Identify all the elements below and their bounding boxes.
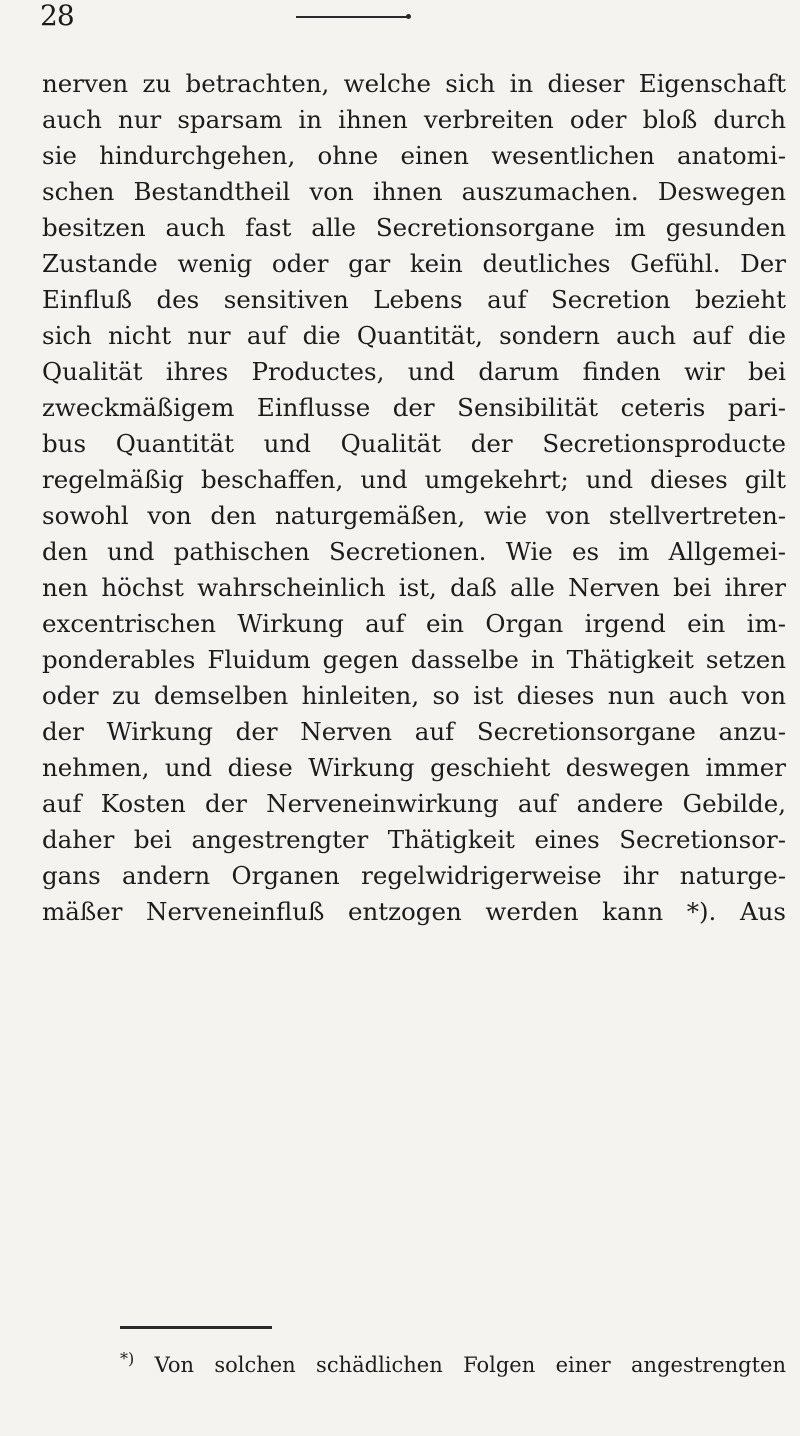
text-line: mäßer Nerveneinfluß entzogen werden kann *). Aus [42,897,786,926]
text-line: nerven zu betrachten, welche sich in dieser Eigenschaft [42,69,786,98]
footnote-mark: *) [120,1349,135,1368]
text-line: Zustande wenig oder gar kein deutliches Gefühl. Der [42,249,786,278]
text-line: sich nicht nur auf die Quantität, sondern auch auf die [42,321,786,350]
footnote-text: Von solchen schädlichen Folgen einer angestrengten [154,1353,786,1377]
header-rule [296,16,408,18]
page-number: 28 [40,0,74,32]
text-line: zweckmäßigem Einflusse der Sensibilität ceteris pari- [42,393,786,422]
text-line: auch nur sparsam in ihnen verbreiten oder bloß durch [42,105,786,134]
body-text [42,66,786,930]
text-line: Qualität ihres Productes, und darum finden wir bei [42,357,786,386]
text-line: nehmen, und diese Wirkung geschieht deswegen immer [42,753,786,782]
text-line: oder zu demselben hinleiten, so ist dieses nun auch von [42,681,786,710]
text-line: den und pathischen Secretionen. Wie es im Allgemei- [42,537,786,566]
text-line: regelmäßig beschaffen, und umgekehrt; und dieses gilt [42,465,786,494]
text-line: auf Kosten der Nerveneinwirkung auf andere Gebilde, [42,789,786,818]
text-line: excentrischen Wirkung auf ein Organ irgend ein im- [42,609,786,638]
text-line: besitzen auch fast alle Secretionsorgane im gesunden [42,213,786,242]
text-line: bus Quantität und Qualität der Secretionsproducte [42,429,786,458]
text-line: daher bei angestrengter Thätigkeit eines Secretionsor- [42,825,786,854]
footnote-rule [120,1326,272,1329]
footnote [120,1344,786,1380]
text-line: ponderables Fluidum gegen dasselbe in Thätigkeit setzen [42,645,786,674]
text-line: sie hindurchgehen, ohne einen wesentlichen anatomi- [42,141,786,170]
text-line: nen höchst wahrscheinlich ist, daß alle Nerven bei ihrer [42,573,786,602]
text-line: schen Bestandtheil von ihnen auszumachen. Deswegen [42,177,786,206]
text-line: gans andern Organen regelwidrigerweise ihr naturge- [42,861,786,890]
text-line: der Wirkung der Nerven auf Secretionsorgane anzu- [42,717,786,746]
text-line: sowohl von den naturgemäßen, wie von stellvertreten- [42,501,786,530]
text-line: Einfluß des sensitiven Lebens auf Secretion bezieht [42,285,786,314]
